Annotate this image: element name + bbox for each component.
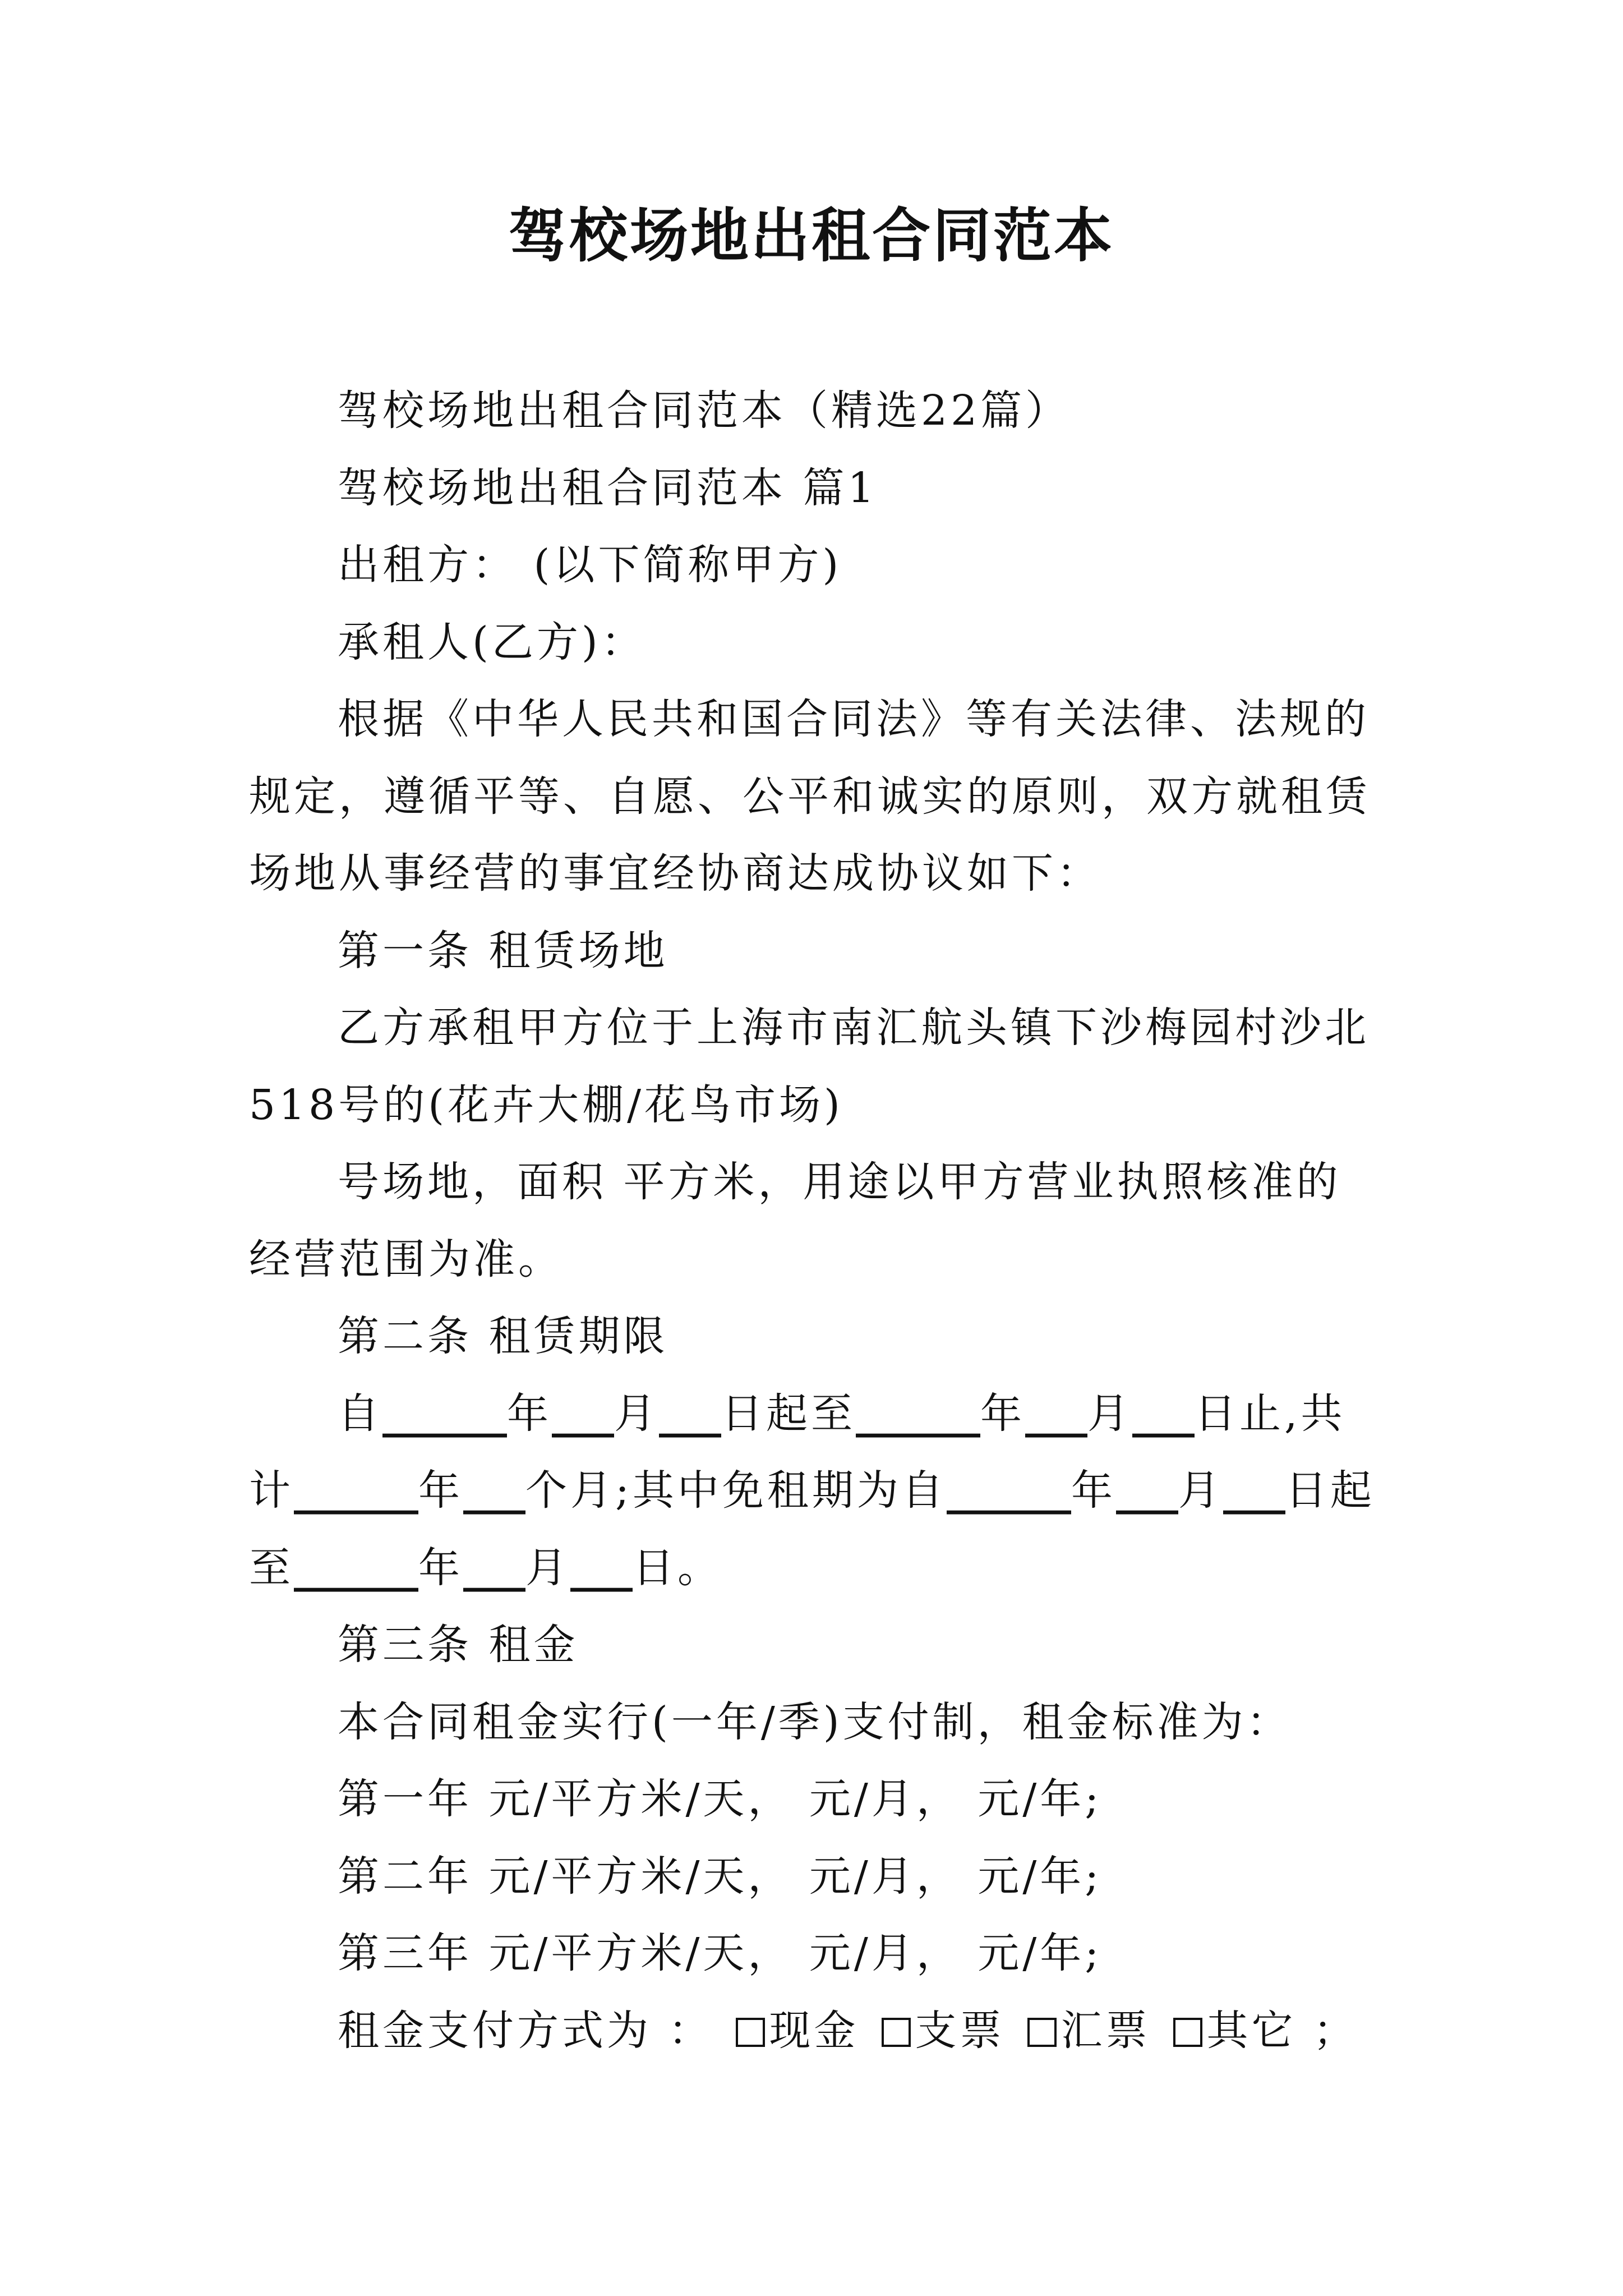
fill-in-blank: ___ — [570, 1543, 633, 1592]
fill-in-blank: ___ — [463, 1466, 525, 1515]
paragraph: 乙方承租甲方位于上海市南汇航头镇下沙梅园村沙北518号的(花卉大棚/花鸟市场) — [249, 1004, 1370, 1129]
fill-in-blank: ___ — [552, 1389, 614, 1438]
payment-option-draft: 汇票 — [1027, 2007, 1151, 2055]
rent-year-line: 第一年 元/平方米/天， 元/月， 元/年; — [338, 1775, 1103, 1823]
checkbox-icon[interactable] — [736, 2018, 765, 2047]
clause-text: 年 — [418, 1466, 463, 1515]
clause-text: 年 — [980, 1389, 1025, 1438]
rent-year-line: 第二年 元/平方米/天， 元/月， 元/年; — [338, 1852, 1103, 1901]
section-heading: 第二条 租赁期限 — [338, 1312, 668, 1360]
fill-in-blank: ___ — [1025, 1389, 1087, 1438]
clause-text: 年 — [418, 1543, 463, 1592]
checkbox-icon[interactable] — [1173, 2018, 1202, 2047]
fill-in-blank: ___ — [1115, 1466, 1178, 1515]
paragraph: 驾校场地出租合同范本 篇1 — [338, 463, 878, 512]
fill-in-blank: ___ — [1132, 1389, 1195, 1438]
payment-option-cash: 现金 — [736, 2007, 859, 2055]
payment-option-cheque: 支票 — [882, 2007, 1005, 2055]
lease-term-clause — [249, 1375, 1376, 1607]
payment-option-other: 其它 — [1173, 2007, 1297, 2055]
clause-text: 月 — [1178, 1466, 1223, 1515]
fill-in-blank: ______ — [382, 1389, 507, 1438]
rent-year-line: 第三年 元/平方米/天， 元/月， 元/年; — [338, 1929, 1103, 1977]
clause-text: 个月;其中免租期为自 — [525, 1466, 947, 1515]
fill-in-blank: ______ — [294, 1543, 418, 1592]
paragraph: 根据《中华人民共和国合同法》等有关法律、法规的规定，遵循平等、自愿、公平和诚实的原则，双方就租赁场地从事经营的事宜经协商达成协议如下： — [249, 695, 1371, 898]
clause-text: 日起至 — [721, 1389, 856, 1438]
paragraph: 本合同租金实行(一年/季)支付制，租金标准为： — [338, 1697, 1292, 1746]
clause-text: 日。 — [633, 1543, 722, 1592]
paragraph: 出租方： (以下简称甲方) — [338, 541, 842, 589]
payment-method-line — [249, 1993, 1376, 2070]
clause-text: 自 — [338, 1389, 382, 1438]
document-title: 驾校场地出租合同范本 — [508, 201, 1114, 270]
paragraph: 驾校场地出租合同范本（精选22篇） — [338, 386, 1071, 435]
clause-text: 月 — [614, 1389, 659, 1438]
fill-in-blank: ___ — [1223, 1466, 1285, 1515]
document-body — [249, 372, 1376, 2069]
payment-label: 租金支付方式为 ： — [338, 2006, 713, 2055]
clause-text: 年 — [507, 1389, 552, 1438]
paragraph: 号场地，面积 平方米，用途以甲方营业执照核准的经营范围为准。 — [249, 1158, 1341, 1283]
clause-text: 月 — [1087, 1389, 1132, 1438]
clause-text: 年 — [1071, 1466, 1116, 1515]
fill-in-blank: ______ — [294, 1466, 418, 1515]
payment-end: ； — [1313, 2006, 1358, 2055]
checkbox-icon[interactable] — [882, 2018, 911, 2047]
fill-in-blank: ______ — [856, 1389, 980, 1438]
section-heading: 第一条 租赁场地 — [338, 926, 668, 975]
clause-text: 月 — [525, 1543, 570, 1592]
fill-in-blank: ___ — [463, 1543, 525, 1592]
fill-in-blank: ______ — [946, 1466, 1071, 1515]
section-heading: 第三条 租金 — [338, 1621, 579, 1669]
clause-text: 日止,共计 — [249, 1389, 1346, 1515]
paragraph: 承租人(乙方)： — [338, 618, 646, 666]
checkbox-icon[interactable] — [1027, 2018, 1057, 2047]
clause-text: 日起至 — [249, 1466, 1375, 1592]
fill-in-blank: ___ — [659, 1389, 721, 1438]
